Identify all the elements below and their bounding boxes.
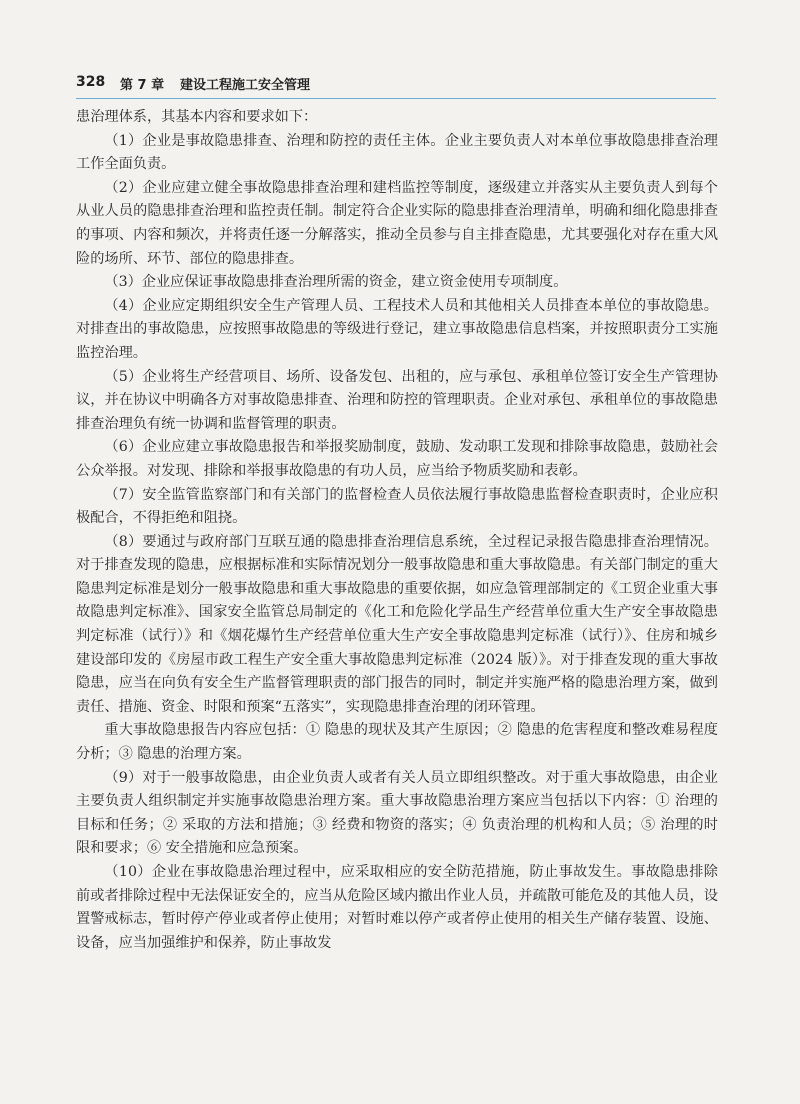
paragraph-item-8: （8）要通过与政府部门互联互通的隐患排查治理信息系统，全过程记录报告隐患排查治理情况。对于排查发现的隐患，应根据标准和实际情况划分一般事故隐患和重大事故隐患。有关部门制定的重大隐患判定标准是划分一般事故隐患和重大事故隐患的重要依据，如应急管理部制定的《工贸企业重大事故隐患判定标准》、国家安全监管总局制定的《化工和危险化学品生产经营单位重大生产安全事故隐患判定标准（试行）》和《烟花爆竹生产经营单位重大生产安全事故隐患判定标准（试行）》、住房和城乡建设部印发的《房屋市政工程生产安全重大事故隐患判定标准（2024 版）》。对于排查发现的重大事故隐患，应当在向负有安全生产监督管理职责的部门报告的同时，制定并实施严格的隐患治理方案，做到责任、措施、资金、时限和预案“五落实”，实现隐患排查治理的闭环管理。 (76, 533, 718, 715)
chapter-title: 建设工程施工安全管理 (180, 78, 311, 93)
paragraph-continuation: 患治理体系，其基本内容和要求如下： (76, 109, 318, 125)
page-header (76, 72, 716, 99)
paragraph-item-9: （9）对于一般事故隐患，由企业负责人或者有关人员立即组织整改。对于重大事故隐患，由企业主要负责人组织制定并实施事故隐患治理方案。重大事故隐患治理方案应当包括以下内容：① 治理的目标和任务；② 采取的方法和措施；③ 经费和物资的落实；④ 负责治理的机构和人员；⑤ 治理的时限和要求；⑥ 安全措施和应急预案。 (76, 769, 718, 857)
paragraph-item-1: （1）企业是事故隐患排查、治理和防控的责任主体。企业主要负责人对本单位事故隐患排查治理工作全面负责。 (76, 132, 718, 173)
paragraph-item-5: （5）企业将生产经营项目、场所、设备发包、出租的，应与承包、承租单位签订安全生产管理协议，并在协议中明确各方对事故隐患排查、治理和防控的管理职责。企业对承包、承租单位的事故隐患排查治理负有统一协调和监督管理的职责。 (76, 368, 718, 432)
paragraph-item-7: （7）安全监管监察部门和有关部门的监督检查人员依法履行事故隐患监督检查职责时，企业应积极配合，不得拒绝和阻挠。 (76, 486, 718, 527)
paragraph-major-hazard-report: 重大事故隐患报告内容应包括：① 隐患的现状及其产生原因；② 隐患的危害程度和整改难易程度分析；③ 隐患的治理方案。 (76, 722, 718, 763)
paragraph-item-4: （4）企业应定期组织安全生产管理人员、工程技术人员和其他相关人员排查本单位的事故隐患。对排查出的事故隐患，应按照事故隐患的等级进行登记，建立事故隐患信息档案，并按照职责分工实施监控治理。 (76, 297, 718, 361)
page-number: 328 (76, 74, 106, 90)
paragraph-item-2: （2）企业应建立健全事故隐患排查治理和建档监控等制度，逐级建立并落实从主要负责人到每个从业人员的隐患排查治理和监控责任制。制定符合企业实际的隐患排查治理清单，明确和细化隐患排查的事项、内容和频次，并将责任逐一分解落实，推动全员参与自主排查隐患，尤其要强化对存在重大风险的场所、环节、部位的隐患排查。 (76, 179, 718, 267)
body-text (76, 106, 718, 955)
chapter-label: 第 7 章 (120, 78, 165, 93)
paragraph-item-6: （6）企业应建立事故隐患报告和举报奖励制度，鼓励、发动职工发现和排除事故隐患，鼓励社会公众举报。对发现、排除和举报事故隐患的有功人员，应当给予物质奖励和表彰。 (76, 439, 718, 479)
paragraph-item-3: （3）企业应保证事故隐患排查治理所需的资金，建立资金使用专项制度。 (104, 274, 568, 291)
paragraph-item-10: （10）企业在事故隐患治理过程中，应采取相应的安全防范措施，防止事故发生。事故隐患排除前或者排除过程中无法保证安全的，应当从危险区域内撤出作业人员，并疏散可能危及的其他人员，设置警戒标志，暂时停产停业或者停止使用；对暂时难以停产或者停止使用的相关生产储存装置、设施、设备，应当加强维护和保养，防止事故发 (76, 864, 718, 951)
